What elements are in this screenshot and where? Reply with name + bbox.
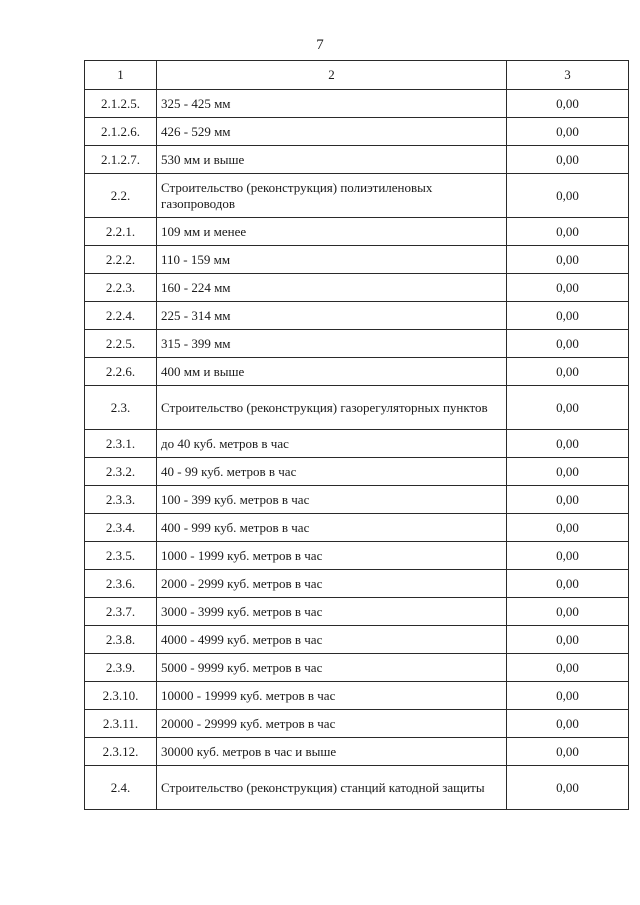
table-row (85, 118, 629, 146)
row-number: 2.2.2. (85, 246, 157, 274)
row-value: 0,00 (507, 486, 629, 514)
table-row (85, 146, 629, 174)
page-number: 7 (316, 37, 324, 53)
row-name: 400 - 999 куб. метров в час (157, 514, 507, 542)
row-number: 2.3.11. (85, 710, 157, 738)
table-row (85, 514, 629, 542)
row-number: 2.2. (85, 174, 157, 218)
table-row (85, 598, 629, 626)
table-row (85, 174, 629, 218)
row-value: 0,00 (507, 174, 629, 218)
row-number: 2.3.7. (85, 598, 157, 626)
row-value: 0,00 (507, 458, 629, 486)
row-value: 0,00 (507, 274, 629, 302)
row-name: 315 - 399 мм (157, 330, 507, 358)
row-name: Строительство (реконструкция) газорегуляторных пунктов (157, 386, 507, 430)
row-name: до 40 куб. метров в час (157, 430, 507, 458)
row-name: 2000 - 2999 куб. метров в час (157, 570, 507, 598)
row-name: 10000 - 19999 куб. метров в час (157, 682, 507, 710)
table-row (85, 218, 629, 246)
row-name: 40 - 99 куб. метров в час (157, 458, 507, 486)
row-value: 0,00 (507, 514, 629, 542)
row-name: 325 - 425 мм (157, 90, 507, 118)
row-number: 2.3.10. (85, 682, 157, 710)
row-name: 426 - 529 мм (157, 118, 507, 146)
header-col-3: 3 (507, 61, 629, 90)
row-name: 3000 - 3999 куб. метров в час (157, 598, 507, 626)
row-value: 0,00 (507, 386, 629, 430)
row-number: 2.1.2.7. (85, 146, 157, 174)
header-col-2: 2 (157, 61, 507, 90)
row-number: 2.3.8. (85, 626, 157, 654)
row-value: 0,00 (507, 738, 629, 766)
table-row (85, 90, 629, 118)
row-name: 400 мм и выше (157, 358, 507, 386)
row-value: 0,00 (507, 118, 629, 146)
row-name: 160 - 224 мм (157, 274, 507, 302)
row-value: 0,00 (507, 430, 629, 458)
row-number: 2.3.9. (85, 654, 157, 682)
row-value: 0,00 (507, 598, 629, 626)
row-value: 0,00 (507, 90, 629, 118)
row-value: 0,00 (507, 302, 629, 330)
table-row (85, 274, 629, 302)
row-number: 2.2.6. (85, 358, 157, 386)
row-number: 2.3.6. (85, 570, 157, 598)
row-value: 0,00 (507, 146, 629, 174)
row-number: 2.4. (85, 766, 157, 810)
row-number: 2.2.4. (85, 302, 157, 330)
table-row (85, 654, 629, 682)
table-header-row (85, 61, 629, 90)
row-name: 30000 куб. метров в час и выше (157, 738, 507, 766)
row-value: 0,00 (507, 626, 629, 654)
row-value: 0,00 (507, 766, 629, 810)
row-number: 2.2.5. (85, 330, 157, 358)
table-row (85, 430, 629, 458)
row-name: 110 - 159 мм (157, 246, 507, 274)
table-row (85, 330, 629, 358)
table-row (85, 626, 629, 654)
row-number: 2.2.3. (85, 274, 157, 302)
table-row (85, 358, 629, 386)
row-name: 225 - 314 мм (157, 302, 507, 330)
row-number: 2.3. (85, 386, 157, 430)
table-row (85, 386, 629, 430)
row-number: 2.3.5. (85, 542, 157, 570)
row-value: 0,00 (507, 330, 629, 358)
row-value: 0,00 (507, 682, 629, 710)
table-row (85, 570, 629, 598)
row-number: 2.3.3. (85, 486, 157, 514)
row-name: 530 мм и выше (157, 146, 507, 174)
table-row (85, 766, 629, 810)
row-name: Строительство (реконструкция) станций катодной защиты (157, 766, 507, 810)
table-row (85, 738, 629, 766)
tariff-table (84, 60, 629, 810)
row-value: 0,00 (507, 654, 629, 682)
row-name: 1000 - 1999 куб. метров в час (157, 542, 507, 570)
row-name: 4000 - 4999 куб. метров в час (157, 626, 507, 654)
row-value: 0,00 (507, 570, 629, 598)
row-number: 2.3.1. (85, 430, 157, 458)
table-row (85, 246, 629, 274)
row-number: 2.3.4. (85, 514, 157, 542)
row-number: 2.2.1. (85, 218, 157, 246)
table-row (85, 542, 629, 570)
table-row (85, 302, 629, 330)
row-number: 2.3.2. (85, 458, 157, 486)
table-row (85, 486, 629, 514)
row-name: 100 - 399 куб. метров в час (157, 486, 507, 514)
table-row (85, 682, 629, 710)
table-row (85, 710, 629, 738)
row-number: 2.1.2.6. (85, 118, 157, 146)
row-name: 5000 - 9999 куб. метров в час (157, 654, 507, 682)
row-value: 0,00 (507, 358, 629, 386)
row-number: 2.1.2.5. (85, 90, 157, 118)
header-col-1: 1 (85, 61, 157, 90)
row-value: 0,00 (507, 542, 629, 570)
table-row (85, 458, 629, 486)
row-number: 2.3.12. (85, 738, 157, 766)
row-name: 20000 - 29999 куб. метров в час (157, 710, 507, 738)
row-value: 0,00 (507, 710, 629, 738)
row-name: Строительство (реконструкция) полиэтиленовых газопроводов (157, 174, 507, 218)
row-name: 109 мм и менее (157, 218, 507, 246)
row-value: 0,00 (507, 218, 629, 246)
row-value: 0,00 (507, 246, 629, 274)
